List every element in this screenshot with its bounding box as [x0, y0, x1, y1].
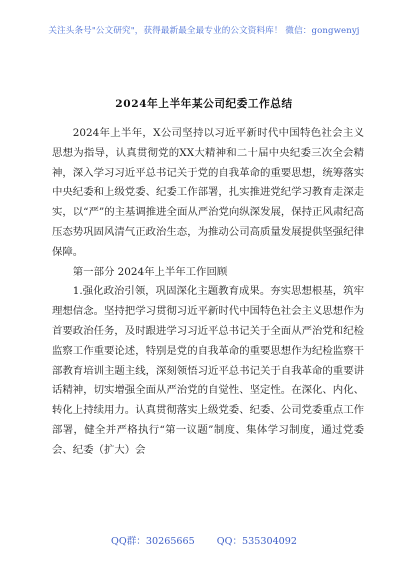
footer-qq-group: QQ群：30265665 — [110, 536, 195, 547]
document-body — [52, 124, 364, 461]
intro-paragraph: 2024年上半年，X公司坚持以习近平新时代中国特色社会主义思想为指导，认真贯彻党的XX大精神和二十届中央纪委三次全会精神，深入学习习近平总书记关于党的自我革命的重要思想，统筹落实中央纪委和上级党委、纪委工作部署，扎实推进党纪学习教育走深走实，以“严”的主基调推进全面从严治党向纵深发展，保持正风肃纪高压态势巩固风清气正政治生态，为推动公司高质量发展提供坚强纪律保障。 — [52, 127, 364, 258]
document-title: 2024年上半年某公司纪委工作总结 — [115, 98, 293, 110]
header-banner: 关注头条号"公文研究"，获得最新最全最专业的公文资料库！ 微信：gongwenyj — [48, 26, 360, 36]
footer-qq: QQ：535304092 — [216, 536, 297, 547]
item-1-paragraph: 1.强化政治引领，巩固深化主题教育成果。夯实思想根基，筑牢理想信念。坚持把学习贯彻习近平新时代中国特色社会主义思想作为首要政治任务，及时跟进学习习近平总书记关于全面从严治党和纪检监察工作重要论述，特别是党的自我革命的重要思想作为纪检监察干部教育培训主题主线，深刻领悟习近平总书记关于自我革命的重要讲话精神，切实增强全面从严治党的自觉性、坚定性。在深化、内化、转化上持续用力。认真贯彻落实上级党委、纪委、公司党委重点工作部署，健全并严格执行“第一议题”制度、集体学习制度，通过党委会、纪委（扩大）会 — [52, 285, 364, 456]
section-heading: 第一部分 2024年上半年工作回顾 — [72, 265, 228, 278]
footer-contacts — [0, 533, 408, 547]
